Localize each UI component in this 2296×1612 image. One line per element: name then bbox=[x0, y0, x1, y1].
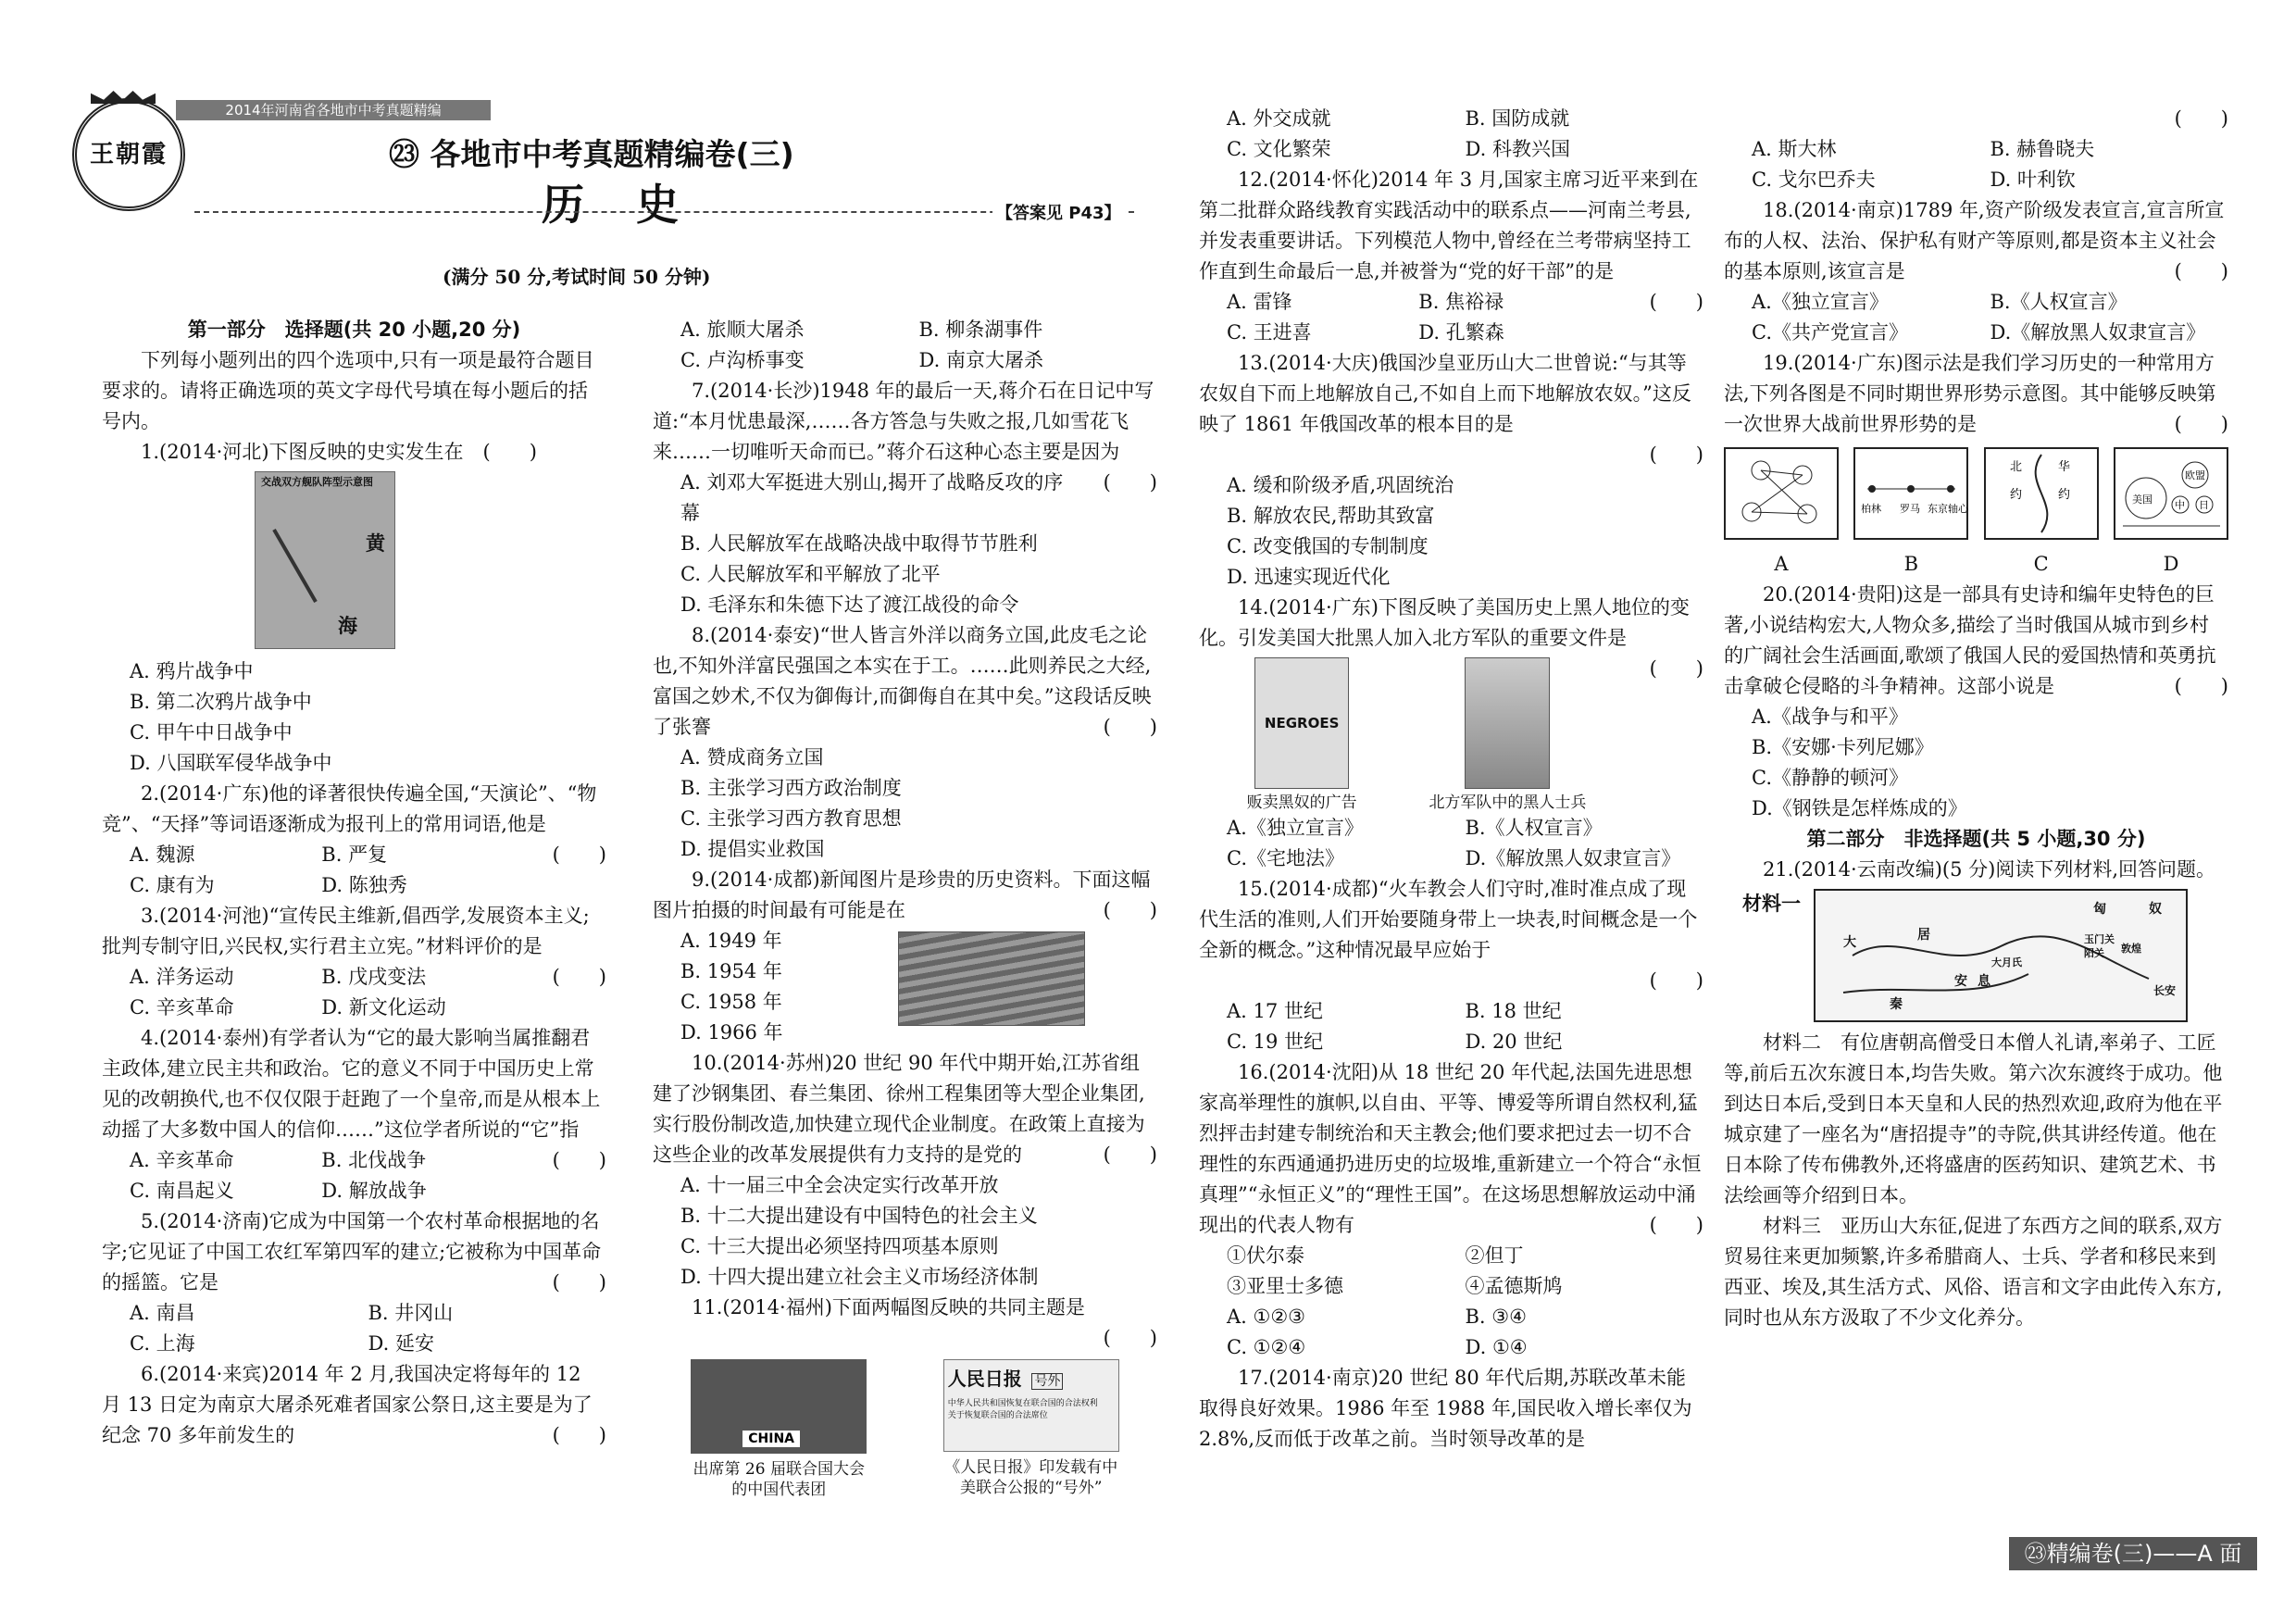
q19-c-label: 华 bbox=[2057, 460, 2070, 474]
q12-option: C. 王进喜 bbox=[1227, 321, 1312, 344]
q15-paren: ( ) bbox=[1649, 969, 1703, 992]
q13-paren: ( ) bbox=[1649, 444, 1703, 466]
q11-option: C. 文化繁荣 bbox=[1227, 138, 1331, 160]
q11-option: A. 外交成就 bbox=[1227, 107, 1331, 130]
q17-option: B. 赫鲁晓夫 bbox=[1990, 138, 2095, 160]
exam-meta: (满分 50 分,考试时间 50 分钟) bbox=[443, 266, 711, 288]
q15-option: C. 19 世纪 bbox=[1227, 1031, 1324, 1053]
q5-option: B. 井冈山 bbox=[368, 1302, 454, 1324]
q15-stem: 15.(2014·成都)“火车教会人们守时,准时准点成了现代生活的准则,人们开始要随身带上一块表,时间概念是一个全新的概念。”这种情况最早应始于 bbox=[1199, 878, 1698, 961]
q19-label: D bbox=[2163, 553, 2179, 575]
q11-newspaper-line: 中华人民共和国恢复在联合国的合法权利 bbox=[947, 1399, 1098, 1408]
q11-stem: 11.(2014·福州)下面两幅图反映的共同主题是 bbox=[692, 1296, 1085, 1318]
q9-stem: 9.(2014·成都)新闻图片是珍贵的历史资料。下面这幅图片拍摄的时间最有可能是在 ( ) bbox=[653, 868, 1157, 921]
q20-option: B.《安娜·卡列尼娜》 bbox=[1752, 736, 1934, 758]
q21-map-label: 奴 bbox=[2149, 902, 2162, 917]
q20-option: A.《战争与和平》 bbox=[1752, 706, 1908, 728]
q19-c-label: 北 bbox=[2009, 460, 2022, 474]
q1-stem: 1.(2014·河北)下图反映的史实发生在 ( ) bbox=[141, 441, 537, 463]
q19-c-label: 约 bbox=[2009, 488, 2022, 502]
q11-newspaper-line: 关于恢复联合国的合法席位 bbox=[947, 1411, 1048, 1420]
q18-option: C.《共产党宣言》 bbox=[1752, 321, 1908, 344]
q1-map-label: 海 bbox=[338, 614, 357, 637]
q5-option: D. 延安 bbox=[368, 1332, 434, 1355]
q11-caption: 《人民日报》印发载有中美联合公报的“号外” bbox=[944, 1458, 1118, 1497]
q1-option: D. 八国联军侵华战争中 bbox=[130, 752, 332, 774]
q14-poster-text: NEGROES bbox=[1264, 714, 1340, 731]
q2-option: D. 陈独秀 bbox=[321, 874, 407, 896]
q13-option: B. 解放农民,帮助其致富 bbox=[1227, 505, 1435, 527]
q12-option: D. 孔繁森 bbox=[1418, 321, 1504, 344]
q2-option: B. 严复 bbox=[321, 843, 388, 866]
q14-slave-ad bbox=[1254, 657, 1349, 789]
footer-label: ㉓精编卷(三)——A 面 bbox=[2009, 1537, 2257, 1570]
q17-paren: ( ) bbox=[2174, 107, 2228, 130]
q21-material2: 材料二 有位唐朝高僧受日本僧人礼请,率弟子、工匠等,前后五次东渡日本,均告失败。第六次东渡终于成功。他到达日本后,受到日本天皇和人民的热烈欢迎,政府为他在平城京建了一座名为“唐招提寺”的寺院,供其讲经传道。他在日本除了传布佛教外,还将盛唐的医药知识、建筑艺术、书法绘画等介绍到日本。 bbox=[1724, 1031, 2223, 1206]
q13-option: D. 迅速实现近代化 bbox=[1227, 566, 1391, 588]
q19-b-label: 柏林 bbox=[1861, 503, 1882, 515]
q21-map-label: 大 bbox=[1843, 935, 1856, 950]
crown-icon bbox=[91, 91, 156, 104]
q11-option: D. 科教兴国 bbox=[1465, 138, 1570, 160]
q14-caption: 贩卖黑奴的广告 bbox=[1246, 794, 1357, 812]
q11-caption: 出席第 26 届联合国大会的中国代表团 bbox=[693, 1460, 865, 1499]
q6-stem: 6.(2014·来宾)2014 年 2 月,我国决定将每年的 12 月 13 日定为南京大屠杀死难者国家公祭日,这主要是为了纪念 70 多年前发生的 ( ) bbox=[102, 1363, 606, 1446]
q16-option: D. ①④ bbox=[1465, 1336, 1528, 1358]
q17-option: A. 斯大林 bbox=[1752, 138, 1837, 160]
q19-b-label: 罗马 bbox=[1900, 503, 1921, 515]
q19-d-label: 中 bbox=[2174, 499, 2185, 511]
q21-silk-road-map bbox=[1814, 889, 2188, 1022]
q15-option: A. 17 世纪 bbox=[1227, 1000, 1323, 1022]
q19-d-label: 欧盟 bbox=[2184, 469, 2205, 481]
q21-map-label: 匈 bbox=[2093, 902, 2106, 917]
q12-stem: 12.(2014·怀化)2014 年 3 月,国家主席习近平来到在第二批群众路线教育实践活动中的联系点——河南兰考县,并发表重要讲话。下列模范人物中,曾经在兰考带病坚持工作直到生命最后一息,并被誉为“党的好干部”的是 ( ) bbox=[1199, 169, 1703, 313]
q1-map-title: 交战双方舰队阵型示意图 bbox=[261, 476, 373, 488]
q10-option: B. 十二大提出建设有中国特色的社会主义 bbox=[680, 1205, 1038, 1227]
q14-option: D.《解放黑人奴隶宣言》 bbox=[1465, 847, 1681, 869]
q14-soldier-photo bbox=[1465, 657, 1550, 789]
column-1 bbox=[102, 315, 606, 1451]
q17-stem: 17.(2014·南京)20 世纪 80 年代后期,苏联改革未能取得良好效果。1986 年至 1988 年,国民收入增长率仅为 2.8%,反而低于改革之前。当时领导改革的是 bbox=[1199, 1367, 1692, 1450]
q11-china-plate: CHINA bbox=[742, 1431, 800, 1447]
q19-label: A bbox=[1774, 553, 1789, 575]
q19-label: C bbox=[2033, 553, 2049, 575]
q10-option: A. 十一届三中全会决定实行改革开放 bbox=[680, 1174, 999, 1196]
q3-option: D. 新文化运动 bbox=[321, 996, 446, 1018]
q8-option: B. 主张学习西方政治制度 bbox=[680, 777, 902, 799]
q19-diagram-c bbox=[1984, 447, 2099, 540]
q19-b-label: 东京轴心 bbox=[1928, 503, 1969, 515]
q14-stem: 14.(2014·广东)下图反映了美国历史上黑人地位的变化。引发美国大批黑人加入北方军队的重要文件是 ( ) bbox=[1199, 596, 1703, 680]
q21-map-label: 息 bbox=[1978, 974, 1990, 989]
q3-option: B. 戊戌变法 bbox=[321, 966, 427, 988]
part2-heading: 第二部分 非选择题(共 5 小题,30 分) bbox=[1806, 828, 2146, 850]
q2-option: A. 魏源 bbox=[130, 843, 195, 866]
q17-option: D. 叶利钦 bbox=[1990, 169, 2076, 191]
logo-text: 王朝霞 bbox=[89, 140, 168, 169]
q11-un-photo bbox=[691, 1359, 867, 1454]
q16-option: C. ①②④ bbox=[1227, 1336, 1306, 1358]
q14-option: B.《人权宣言》 bbox=[1465, 817, 1603, 839]
subject-title: 历 史 bbox=[542, 180, 698, 230]
q18-option: A.《独立宣言》 bbox=[1752, 291, 1889, 313]
column-4 bbox=[1724, 104, 2228, 1333]
q5-stem: 5.(2014·济南)它成为中国第一个农村革命根据地的名字;它见证了中国工农红军第四军的建立;它被称为中国革命的摇篮。它是 ( ) bbox=[102, 1210, 606, 1293]
q15-option: B. 18 世纪 bbox=[1465, 1000, 1562, 1022]
q10-option: D. 十四大提出建立社会主义市场经济体制 bbox=[680, 1266, 1039, 1288]
q4-stem: 4.(2014·泰州)有学者认为“它的最大影响当属推翻君主政体,建立民主共和政治。它的意义不同于中国历史上常见的改朝换代,也不仅仅限于赶跑了一个皇帝,而是从根本上动摇了大多数中国人的信仰……”这位学者所说的“它”指 ( ) bbox=[102, 1027, 606, 1171]
q13-option: C. 改变俄国的专制制度 bbox=[1227, 535, 1429, 557]
q21-map-label: 玉门关 bbox=[2084, 933, 2115, 945]
q16-option: A. ①②③ bbox=[1227, 1306, 1305, 1328]
q19-label: B bbox=[1903, 553, 1919, 575]
q20-option: D.《钢铁是怎样炼成的》 bbox=[1752, 797, 1967, 819]
q19-diagram-d bbox=[2114, 447, 2228, 540]
q1-option: B. 第二次鸦片战争中 bbox=[130, 691, 312, 713]
paper-title: ㉓ 各地市中考真题精编卷(三) bbox=[389, 136, 794, 172]
q9-option: D. 1966 年 bbox=[680, 1021, 783, 1043]
q7-stem: 7.(2014·长沙)1948 年的最后一天,蒋介石在日记中写道:“本月忧患最深,……各方答急与失败之报,几如雪花飞来……一切唯听天命而已。”蒋介石这种心态主要是因为 ( ) bbox=[653, 380, 1157, 494]
q19-diagrams bbox=[1724, 447, 2228, 580]
q1-option: C. 甲午中日战争中 bbox=[130, 721, 293, 744]
q8-option: D. 提倡实业救国 bbox=[680, 838, 825, 860]
q9-option: C. 1958 年 bbox=[680, 991, 782, 1013]
q6-option: C. 卢沟桥事变 bbox=[680, 349, 805, 371]
q3-option: C. 辛亥革命 bbox=[130, 996, 234, 1018]
header-banner: 2014年河南省各地市中考真题精编 bbox=[176, 100, 491, 120]
q7-option: D. 毛泽东和朱德下达了渡江战役的命令 bbox=[680, 594, 1019, 616]
q5-option: C. 上海 bbox=[130, 1332, 195, 1355]
q12-option: B. 焦裕禄 bbox=[1418, 291, 1504, 313]
q19-c-label: 约 bbox=[2057, 488, 2070, 502]
q11-newspaper bbox=[943, 1359, 1119, 1452]
q20-option: C.《静静的顿河》 bbox=[1752, 767, 1908, 789]
column-2 bbox=[653, 315, 1157, 1500]
q19-diagram-a bbox=[1724, 447, 1839, 540]
q11-option: B. 国防成就 bbox=[1465, 107, 1570, 130]
q8-option: C. 主张学习西方教育思想 bbox=[680, 807, 902, 830]
part1-instruction: 下列每小题列出的四个选项中,只有一项是最符合题目要求的。请将正确选项的英文字母代号填在每小题后的括号内。 bbox=[102, 349, 594, 432]
q10-stem: 10.(2014·苏州)20 世纪 90 年代中期开始,江苏省组建了沙钢集团、春兰集团、徐州工程集团等大型企业集团,实行股份制改造,加快建立现代企业制度。在政策上直接为这些企业的改革发展提供有力支持的是党的 ( ) bbox=[653, 1052, 1157, 1166]
q20-stem: 20.(2014·贵阳)这是一部具有史诗和编年史特色的巨著,小说结构宏大,人物众多,描绘了当时俄国从城市到乡村的广阔社会生活画面,歌颂了俄国人民的爱国热情和英勇抗击拿破仑侵略的斗争精神。这部小说是 ( ) bbox=[1724, 583, 2228, 697]
q19-d-label: 美国 bbox=[2131, 494, 2152, 506]
q19-d-label: 日 bbox=[2198, 499, 2209, 511]
q16-item: ④孟德斯鸠 bbox=[1465, 1275, 1563, 1297]
q21-map-label: 居 bbox=[1917, 928, 1930, 943]
part1-heading: 第一部分 选择题(共 20 小题,20 分) bbox=[187, 319, 521, 341]
q6-option: A. 旅顺大屠杀 bbox=[680, 319, 805, 341]
q21-material1-label: 材料一 bbox=[1742, 893, 1801, 915]
q16-item: ①伏尔泰 bbox=[1227, 1244, 1304, 1267]
q21-map-label: 敦煌 bbox=[2121, 943, 2141, 955]
q6-option: D. 南京大屠杀 bbox=[918, 349, 1043, 371]
q8-stem: 8.(2014·泰安)“世人皆言外洋以商务立国,此皮毛之论也,不知外洋富民强国之本实在于工。……此则养民之大经,富国之妙术,不仅为御侮计,而御侮自在其中矣。”这段话反映了张謇 ( ) bbox=[653, 624, 1157, 738]
q2-stem: 2.(2014·广东)他的译著很快传遍全国,“天演论”、“物竞”、“天择”等词语逐渐成为报刊上的常用词语,他是 ( ) bbox=[102, 782, 606, 866]
q14-option: C.《宅地法》 bbox=[1227, 847, 1344, 869]
q15-option: D. 20 世纪 bbox=[1465, 1031, 1563, 1053]
q1-fleet-line bbox=[272, 529, 317, 603]
q21-material3: 材料三 亚历山大东征,促进了东西方之间的联系,双方贸易往来更加频繁,许多希腊商人、士兵、学者和移民来到西亚、埃及,其生活方式、风俗、语言和文字由此传入东方,同时也从东方汲取了不少文化养分。 bbox=[1724, 1215, 2223, 1329]
column-3 bbox=[1199, 104, 1703, 1455]
q6-option: B. 柳条湖事件 bbox=[918, 319, 1043, 341]
q7-option: B. 人民解放军在战略决战中取得节节胜利 bbox=[680, 532, 1038, 555]
q16-item: ②但丁 bbox=[1465, 1244, 1524, 1267]
q11-newspaper-head: 人民日报 bbox=[947, 1368, 1022, 1390]
answer-ref: 【答案见 P43】 bbox=[992, 198, 1125, 229]
q11-newspaper-tag: 号外 bbox=[1031, 1373, 1063, 1390]
q7-option: A. 刘邓大军挺进大别山,揭开了战略反攻的序幕 bbox=[680, 471, 1064, 524]
q8-option: A. 赞成商务立国 bbox=[680, 746, 824, 769]
q14-option: A.《独立宣言》 bbox=[1227, 817, 1364, 839]
q5-option: A. 南昌 bbox=[130, 1302, 195, 1324]
q4-option: A. 辛亥革命 bbox=[130, 1149, 234, 1171]
q17-option: C. 戈尔巴乔夫 bbox=[1752, 169, 1876, 191]
q1-map-label: 黄 bbox=[366, 531, 385, 555]
brand-logo bbox=[72, 98, 185, 211]
q9-option: A. 1949 年 bbox=[680, 930, 782, 952]
q4-option: D. 解放战争 bbox=[321, 1180, 427, 1202]
q16-stem: 16.(2014·沈阳)从 18 世纪 20 年代起,法国先进思想家高举理性的旗帜,以自由、平等、博爱等所谓自然权利,猛烈抨击封建专制统治和天主教会;他们要求把过去一切不合理性的东西通通扔进历史的垃圾堆,重新建立一个符合“永恒真理”“永恒正义”的“理性王国”。在这场思想解放运动中涌现出的代表人物有 ( ) bbox=[1199, 1061, 1703, 1236]
q10-option: C. 十三大提出必须坚持四项基本原则 bbox=[680, 1235, 999, 1257]
q21-map-label: 长安 bbox=[2153, 984, 2177, 997]
q1-battle-map bbox=[255, 471, 395, 649]
q21-map-label: 安 bbox=[1954, 974, 1967, 989]
q4-option: B. 北伐战争 bbox=[321, 1149, 427, 1171]
q12-option: A. 雷锋 bbox=[1227, 291, 1292, 313]
q11-paren: ( ) bbox=[1103, 1327, 1157, 1349]
q21-map-label: 阳关 bbox=[2084, 947, 2104, 959]
q19-stem: 19.(2014·广东)图示法是我们学习历史的一种常用方法,下列各图是不同时期世界形势示意图。其中能够反映第一次世界大战前世界形势的是 ( ) bbox=[1724, 352, 2228, 435]
q14-caption: 北方军队中的黑人士兵 bbox=[1429, 794, 1587, 812]
q4-option: C. 南昌起义 bbox=[130, 1180, 234, 1202]
q18-option: B.《人权宣言》 bbox=[1990, 291, 2128, 313]
q9-news-photo bbox=[898, 931, 1085, 1026]
q1-option: A. 鸦片战争中 bbox=[130, 660, 254, 682]
q2-option: C. 康有为 bbox=[130, 874, 215, 896]
q16-option: B. ③④ bbox=[1465, 1306, 1527, 1328]
q21-stem: 21.(2014·云南改编)(5 分)阅读下列材料,回答问题。 bbox=[1763, 858, 2215, 881]
q9-option: B. 1954 年 bbox=[680, 960, 782, 982]
q19-diagram-b bbox=[1853, 447, 1968, 540]
q16-item: ③亚里士多德 bbox=[1227, 1275, 1343, 1297]
q3-stem: 3.(2014·河池)“宣传民主维新,倡西学,发展资本主义;批判专制守旧,兴民权,实行君主立宪。”材料评价的是 ( ) bbox=[102, 905, 606, 988]
q3-option: A. 洋务运动 bbox=[130, 966, 234, 988]
q13-option: A. 缓和阶级矛盾,巩固统治 bbox=[1227, 474, 1454, 496]
q18-stem: 18.(2014·南京)1789 年,资产阶级发表宣言,宣言所宣布的人权、法治、保护私有财产等原则,都是资本主义社会的基本原则,该宣言是 ( ) bbox=[1724, 199, 2228, 282]
q21-map-label: 秦 bbox=[1890, 997, 1903, 1012]
q18-option: D.《解放黑人奴隶宣言》 bbox=[1990, 321, 2206, 344]
q13-stem: 13.(2014·大庆)俄国沙皇亚历山大二世曾说:“与其等农奴自下而上地解放自己,不如自上而下地解放农奴。”这反映了 1861 年俄国改革的根本目的是 bbox=[1199, 352, 1691, 435]
q7-option: C. 人民解放军和平解放了北平 bbox=[680, 563, 941, 585]
q21-map-label: 大月氏 bbox=[1991, 956, 2022, 968]
